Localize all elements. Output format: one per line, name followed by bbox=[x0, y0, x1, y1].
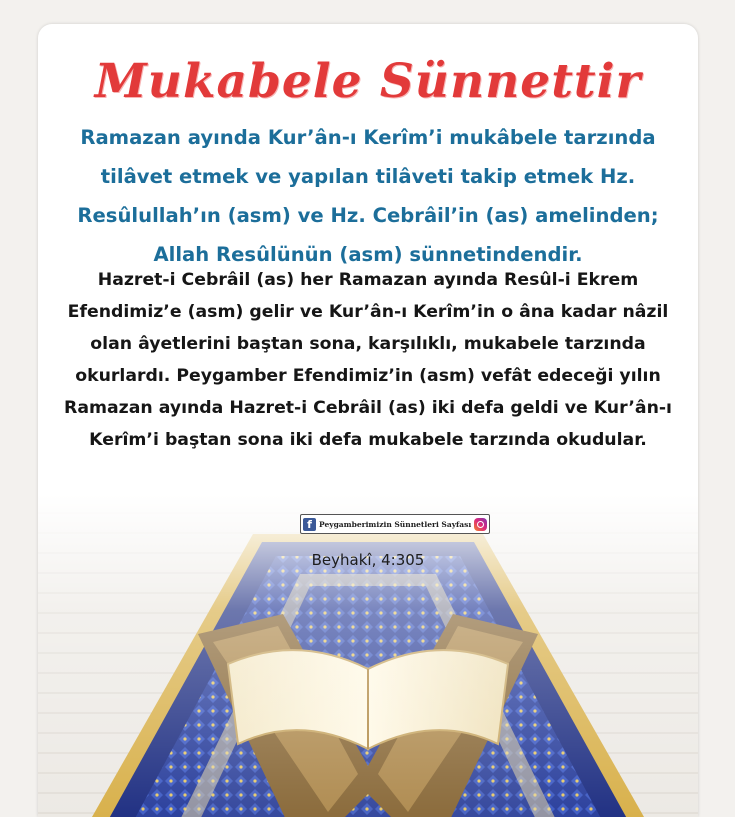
instagram-icon bbox=[474, 518, 487, 531]
brand-name: Peygamberimizin Sünnetleri Sayfası bbox=[319, 519, 472, 529]
source-citation: Beyhakî, 4:305 bbox=[311, 551, 425, 569]
body-paragraph: Hazret-i Cebrâil (as) her Ramazan ayında Resûl-i Ekrem Efendimiz’e (asm) gelir ve Kur’ân-ı Kerîm’in o âna kadar nâzil olan âyetlerini baştan sona, karşılıklı, mukabele tarzında okurlardı. Peygamber Efendimiz’in (asm) vefât edeceği yılın Ramazan ayında Hazret-i Cebrâil (as) iki defa geldi ve Kur’ân-ı Kerîm’i baştan sona iki defa mukabele tarzında okudular. bbox=[64, 270, 672, 450]
page-title: Mukabele Sünnettir bbox=[94, 54, 642, 109]
facebook-icon: f bbox=[303, 518, 316, 531]
brand-watermark bbox=[300, 514, 490, 534]
quran-on-prayer-rug-illustration bbox=[38, 494, 698, 817]
lead-paragraph: Ramazan ayında Kur’ân-ı Kerîm’i mukâbele tarzında tilâvet etmek ve yapılan tilâveti takip etmek Hz. Resûlullah’ın (asm) ve Hz. Cebrâil’in (as) amelinden; Allah Resûlünün (asm) sünnetindendir. bbox=[77, 126, 659, 266]
quote-card bbox=[38, 24, 698, 817]
